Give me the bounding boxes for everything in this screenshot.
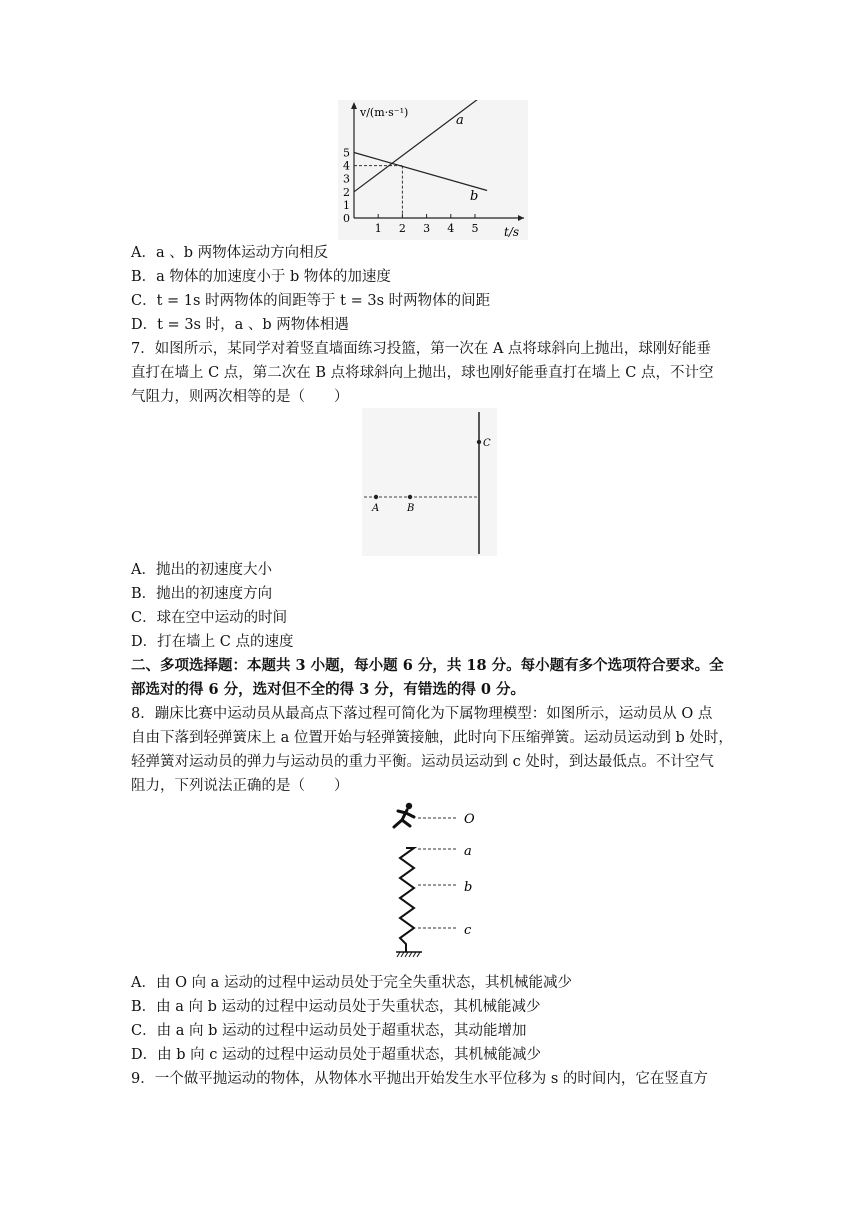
q7-option-c: C．球在空中运动的时间 [131,610,288,626]
y-axis-label: v/(m·s⁻¹) [360,106,409,119]
q7-stem-line-3: 气阻力，则两次相等的是（ ） [131,389,349,405]
q8-stem-line-3: 轻弹簧对运动员的弹力与运动员的重力平衡。运动员运动到 c 处时，到达最低点。不计空气 [131,754,714,770]
q8-option-d: D．由 b 向 c 运动的过程中运动员处于超重状态，其机械能减少 [131,1047,541,1063]
y-tick-label: 4 [343,159,350,173]
series-label-a: a [456,113,464,128]
x-tick-label: 1 [374,222,382,235]
vt-graph [338,100,528,240]
q7-option-a: A．抛出的初速度大小 [131,562,272,578]
x-axis-label: t/s [504,225,520,239]
label-o: O [464,812,475,827]
x-tick-label: 5 [471,222,479,235]
q8-option-a: A．由 O 向 a 运动的过程中运动员处于完全失重状态，其机械能减少 [131,975,572,991]
y-tick-label: 0 [343,212,350,225]
x-tick-label: 2 [398,222,406,235]
q8-stem-line-1: 8．蹦床比赛中运动员从最高点下落过程可简化为下属物理模型：如图所示，运动员从 O 点 [131,706,713,722]
q6-option-a: A．a 、b 两物体运动方向相反 [131,245,329,261]
x-tick-label: 3 [423,222,431,235]
spring-icon [400,848,414,952]
point-a-dot [374,495,378,499]
wall-figure [362,408,497,556]
q8-stem-line-4: 阻力，下列说法正确的是（ ） [131,778,349,794]
y-tick-label: 2 [343,185,350,199]
label-c-position: c [464,923,472,938]
y-tick-label: 5 [343,146,350,160]
q8-option-b: B．由 a 向 b 运动的过程中运动员处于失重状态，其机械能减少 [131,999,541,1015]
q7-stem-line-2: 直打在墙上 C 点，第二次在 B 点将球斜向上抛出，球也刚好能垂直打在墙上 C 点，不计空 [131,365,714,381]
q6-option-c: C．t = 1s 时两物体的间距等于 t = 3s 时两物体的间距 [131,293,491,309]
label-b-position: b [464,880,473,895]
point-b-dot [408,495,412,499]
y-tick-label: 3 [343,172,350,186]
x-tick-label: 4 [447,222,455,235]
label-b: B [407,503,415,514]
q6-option-d: D．t = 3s 时，a 、b 两物体相遇 [131,317,349,333]
q7-option-d: D．打在墙上 C 点的速度 [131,634,294,650]
q8-stem-line-2: 自由下落到轻弹簧床上 a 位置开始与轻弹簧接触，此时向下压缩弹簧。运动员运动到 b 处时， [131,730,733,746]
point-c-dot [477,440,481,444]
series-label-b: b [470,189,479,204]
athlete-icon [394,803,414,827]
q9-stem-line-1: 9．一个做平抛运动的物体，从物体水平抛出开始发生水平位移为 s 的时间内，它在竖直方 [131,1071,708,1087]
section-2-heading-line-1: 二、多项选择题：本题共 3 小题，每小题 6 分，共 18 分。每小题有多个选项符合要求。全 [131,657,724,674]
label-c: C [483,438,491,449]
section-2-heading-line-2: 部选对的得 6 分，选对但不全的得 3 分，有错选的得 0 分。 [131,681,526,698]
q6-option-b: B．a 物体的加速度小于 b 物体的加速度 [131,269,391,285]
y-tick-labels [343,147,350,226]
q8-option-c: C．由 a 向 b 运动的过程中运动员处于超重状态，其动能增加 [131,1023,527,1039]
label-a-position: a [464,844,472,859]
y-tick-label: 1 [343,198,350,212]
q7-stem-line-1: 7．如图所示，某同学对着竖直墙面练习投篮，第一次在 A 点将球斜向上抛出，球刚好能垂 [131,341,711,357]
trampoline-figure [384,798,494,970]
label-a: A [372,503,380,514]
q7-option-b: B．抛出的初速度方向 [131,586,273,602]
